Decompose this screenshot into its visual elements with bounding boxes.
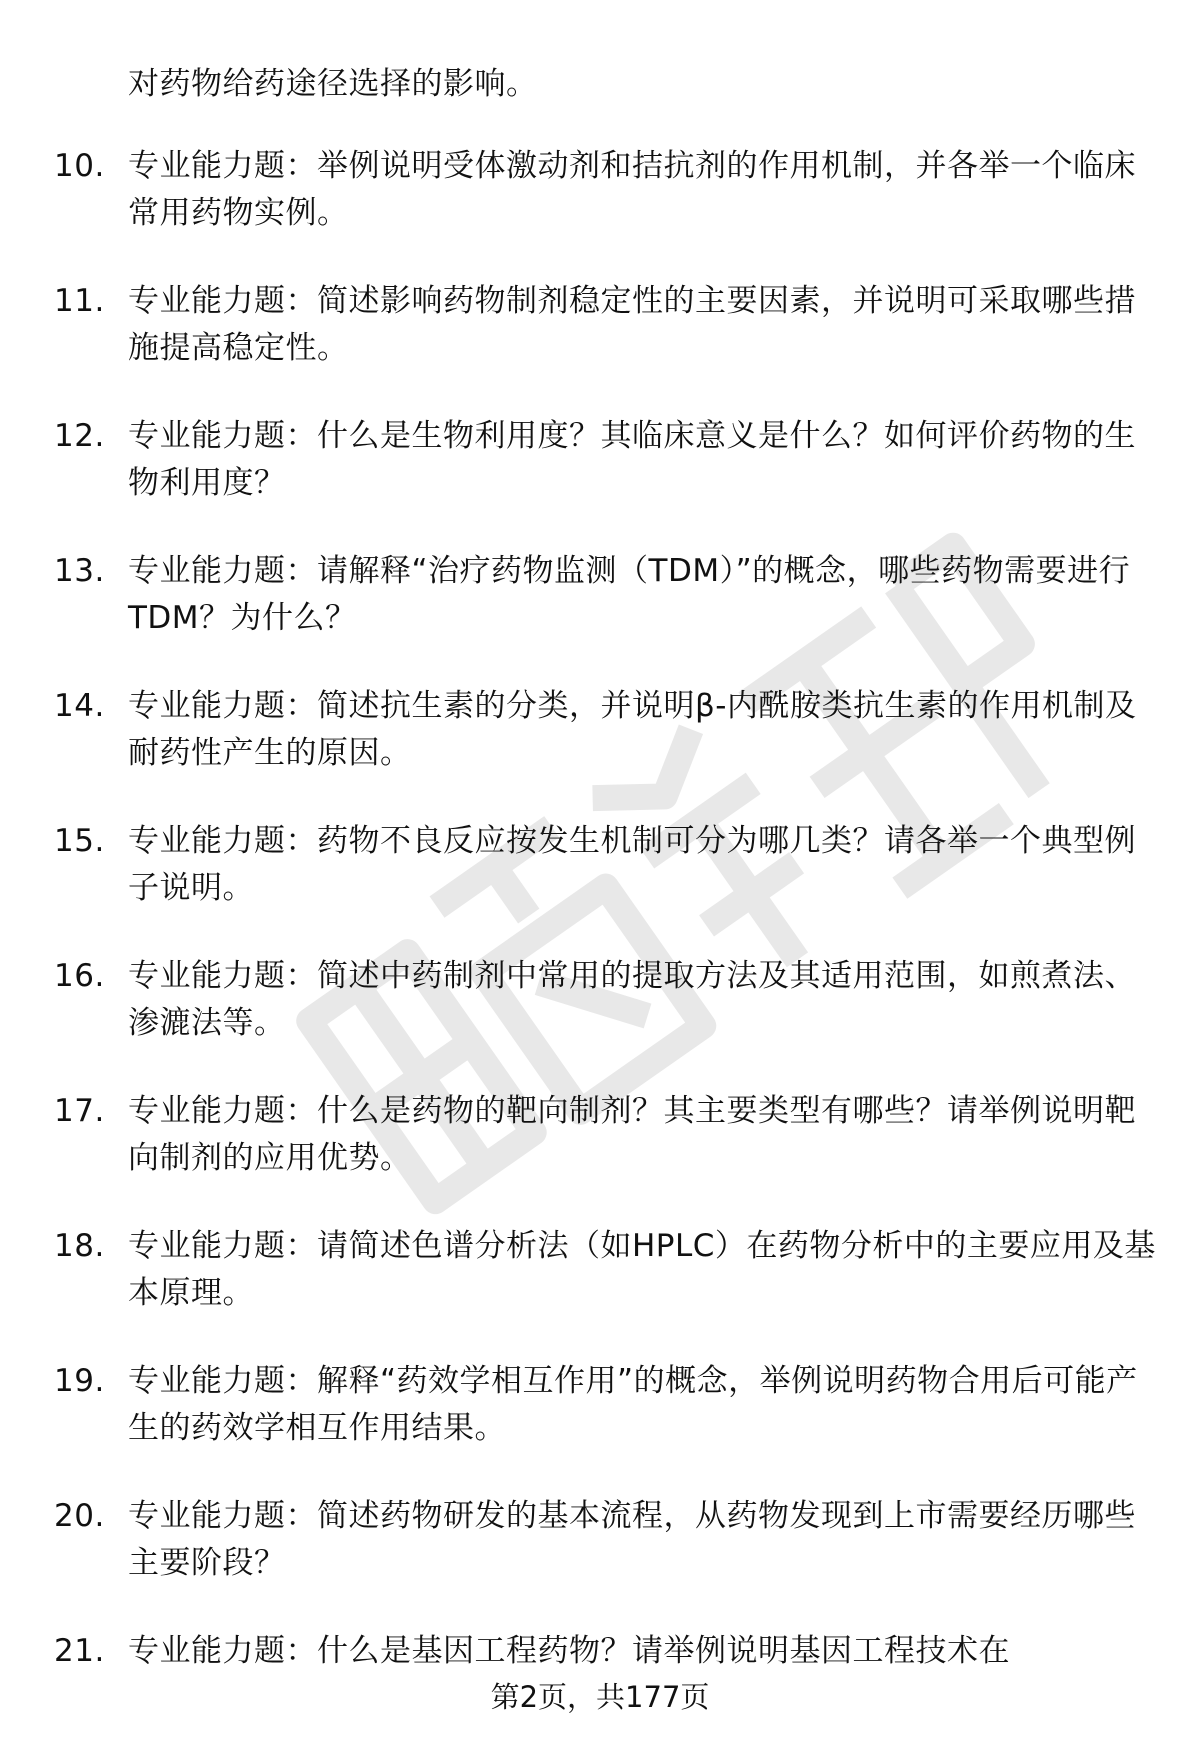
question-text: 专业能力题：解释“药效学相互作用”的概念，举例说明药物合用后可能产生的药效学相互作用结果。: [128, 1363, 1138, 1446]
question-text: 专业能力题：简述抗生素的分类，并说明β-内酰胺类抗生素的作用机制及耐药性产生的原因。: [128, 688, 1137, 771]
question-number: 20.: [54, 1498, 105, 1534]
question-item: [0, 548, 1200, 642]
question-text: 专业能力题：请简述色谱分析法（如HPLC）在药物分析中的主要应用及基本原理。: [128, 1228, 1156, 1311]
question-item: [0, 413, 1200, 507]
question-text: 专业能力题：简述影响药物制剂稳定性的主要因素，并说明可采取哪些措施提高稳定性。: [128, 283, 1136, 366]
question-item: [0, 143, 1200, 237]
question-item: [0, 818, 1200, 912]
page-footer: 第2页，共177页: [490, 1680, 710, 1714]
question-list: [0, 143, 1200, 1675]
question-text: 专业能力题：什么是生物利用度？其临床意义是什么？如何评价药物的生物利用度？: [128, 418, 1136, 501]
question-number: 13.: [54, 553, 105, 589]
question-number: 10.: [54, 148, 105, 184]
question-number: 16.: [54, 958, 105, 994]
question-text: 专业能力题：什么是药物的靶向制剂？其主要类型有哪些？请举例说明靶向制剂的应用优势。: [128, 1093, 1136, 1176]
question-item: [0, 278, 1200, 372]
question-number: 18.: [54, 1228, 105, 1264]
question-item: [0, 1493, 1200, 1587]
question-item: [0, 1358, 1200, 1452]
question-text: 专业能力题：什么是基因工程药物？请举例说明基因工程技术在: [128, 1633, 1010, 1669]
continuation-text: 对药物给药途径选择的影响。: [128, 66, 538, 102]
question-item: [0, 953, 1200, 1047]
question-number: 17.: [54, 1093, 105, 1129]
question-item: [0, 1628, 1200, 1675]
question-item: [0, 1223, 1200, 1317]
question-text: 专业能力题：简述中药制剂中常用的提取方法及其适用范围，如煎煮法、渗漉法等。: [128, 958, 1136, 1041]
question-number: 15.: [54, 823, 105, 859]
question-text: 专业能力题：请解释“治疗药物监测（TDM）”的概念，哪些药物需要进行TDM？为什么？: [128, 553, 1131, 636]
question-item: [0, 683, 1200, 777]
question-text: 专业能力题：举例说明受体激动剂和拮抗剂的作用机制，并各举一个临床常用药物实例。: [128, 148, 1136, 231]
question-number: 21.: [54, 1633, 105, 1669]
question-number: 11.: [54, 283, 105, 319]
question-number: 14.: [54, 688, 105, 724]
question-item: [0, 1088, 1200, 1182]
question-text: 专业能力题：药物不良反应按发生机制可分为哪几类？请各举一个典型例子说明。: [128, 823, 1136, 906]
question-number: 12.: [54, 418, 105, 454]
question-number: 19.: [54, 1363, 105, 1399]
question-text: 专业能力题：简述药物研发的基本流程，从药物发现到上市需要经历哪些主要阶段？: [128, 1498, 1136, 1581]
